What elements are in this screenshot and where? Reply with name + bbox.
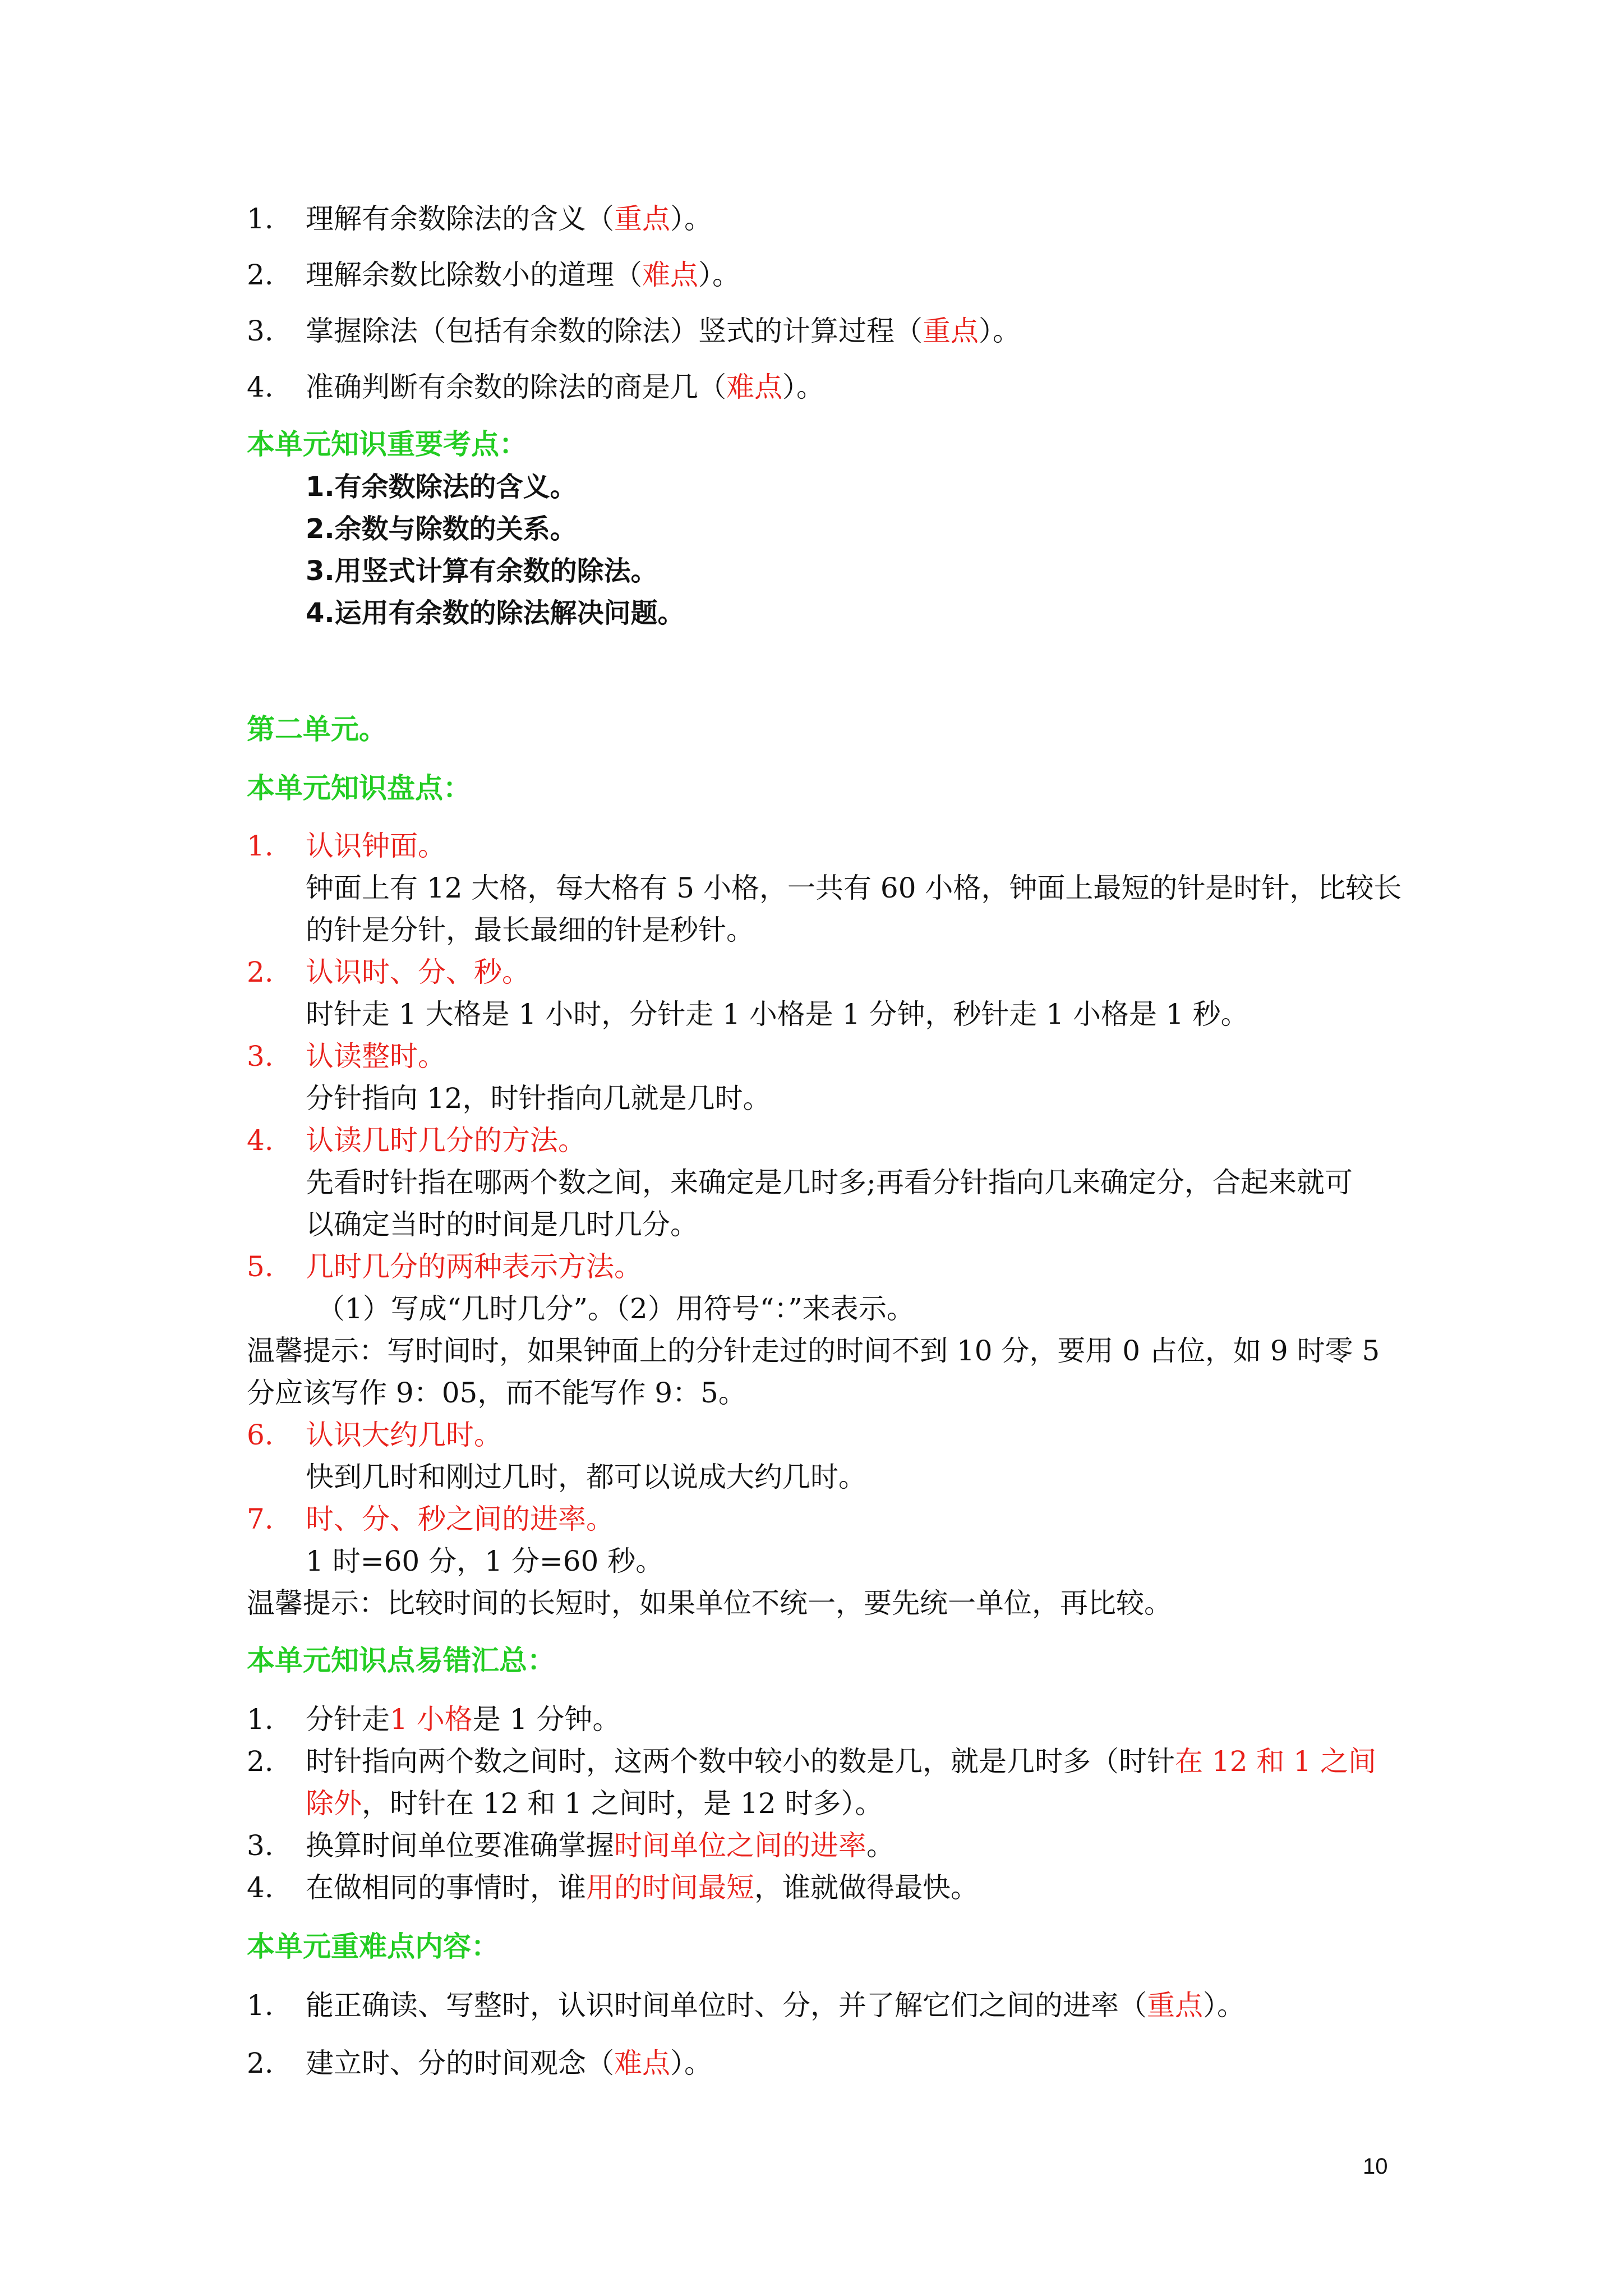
knowledge-text: 快到几时和刚过几时，都可以说成大约几时。 <box>306 1461 866 1493</box>
knowledge-text: 以确定当时的时间是几时几分。 <box>306 1208 698 1241</box>
key-points-heading: 本单元重难点内容： <box>247 1930 499 1963</box>
tip-text: 温馨提示：写时间时，如果钟面上的分针走过的时间不到 10 分，要用 0 占位，如 9 时零 5 <box>247 1335 1380 1367</box>
exam-point: 2.余数与除数的关系。 <box>306 513 577 545</box>
exam-point: 1.有余数除法的含义。 <box>306 471 577 503</box>
exam-points-heading: 本单元知识重要考点： <box>247 428 527 461</box>
knowledge-text: （1）写成“几时几分”。（2）用符号“：”来表示。 <box>317 1292 915 1325</box>
inventory-heading: 本单元知识盘点： <box>247 772 471 804</box>
exam-point: 3.用竖式计算有余数的除法。 <box>306 555 658 587</box>
knowledge-text: 时针走 1 大格是 1 小时，分针走 1 小格是 1 分钟，秒针走 1 小格是 1 秒。 <box>306 998 1249 1030</box>
knowledge-text: 先看时针指在哪两个数之间，来确定是几时多;再看分针指向几来确定分，合起来就可 <box>306 1166 1353 1199</box>
unit-title: 第二单元。 <box>247 713 387 746</box>
knowledge-text: 1 时=60 分，1 分=60 秒。 <box>306 1545 664 1577</box>
knowledge-text: 钟面上有 12 大格，每大格有 5 小格，一共有 60 小格，钟面上最短的针是时针，比较长 <box>306 872 1402 904</box>
errors-heading: 本单元知识点易错汇总： <box>247 1644 555 1677</box>
knowledge-text: 分针指向 12，时针指向几就是几时。 <box>306 1082 771 1115</box>
tip-text: 分应该写作 9：05，而不能写作 9：5。 <box>247 1377 746 1409</box>
page-number: 10 <box>1363 2154 1388 2179</box>
knowledge-text: 的针是分针，最长最细的针是秒针。 <box>306 914 754 946</box>
document-page: 1. 理解有余数除法的含义（重点）。 2. 理解余数比除数小的道理（难点）。 3. 掌握除法（包括有余数的除法）竖式的计算过程（重点）。 4. 准确判断有余数的除法的商是几（难点）。 本单元知识重要考点： 1.有余数除法的含义。 2.余数与除数的关系。 3.用竖式计算有余数的除法。 4.运用有余数的除法解决问题。 第二单元。 本单元知识盘点： 1. 认识钟面。 钟面上有 12 大格，每大格有 5 小格，一共有 60 小格，钟面上最短的针是时针，比较长 的针是分针，最长最细的针是秒针。 2. 认识时、分、秒。 时针走 1 大格是 1 小时，分针走 1 小格是 1 分钟，秒针走 1 小格是 1 秒。 3. 认读整时。 分针指向 12，时针指向几就是几时。 4. 认读几时几分的方法。 先看时针指在哪两个数之间，来确定是几时多;再看分针指向几来确定分，合起来就可 以确定当时的时间是几时几分。 5. 几时几分的两种表示方法。 （1）写成“几时几分”。（2）用符号“：”来表示。 温馨提示：写时间时，如果钟面上的分针走过的时间不到 10 分，要用 0 占位，如 9 时零 5 分应该写作 9：05，而不能写作 9：5。 6. 认识大约几时。 快到几时和刚过几时，都可以说成大约几时。 7. 时、分、秒之间的进率。 1 时=60 分，1 分=60 秒。 温馨提示：比较时间的长短时，如果单位不统一，要先统一单位，再比较。 本单元知识点易错汇总： 1. 分针走1 小格是 1 分钟。 2. 时针指向两个数之间时，这两个数中较小的数是几，就是几时多（时针在 12 和 1 之间 除外，时针在 12 和 1 之间时，是 12 时多）。 3. 换算时间单位要准确掌握时间单位之间的进率。 4. 在做相同的事情时，谁用的时间最短，谁就做得最快。 本单元重难点内容： 1. 能正确读、写整时，认识时间单位时、分，并了解它们之间的进率（重点）。 2. 建立时、分的时间观念（难点）。 10 <box>247 203 1402 2179</box>
tip-text: 温馨提示：比较时间的长短时，如果单位不统一，要先统一单位，再比较。 <box>247 1587 1172 1619</box>
exam-point: 4.运用有余数的除法解决问题。 <box>306 597 685 629</box>
